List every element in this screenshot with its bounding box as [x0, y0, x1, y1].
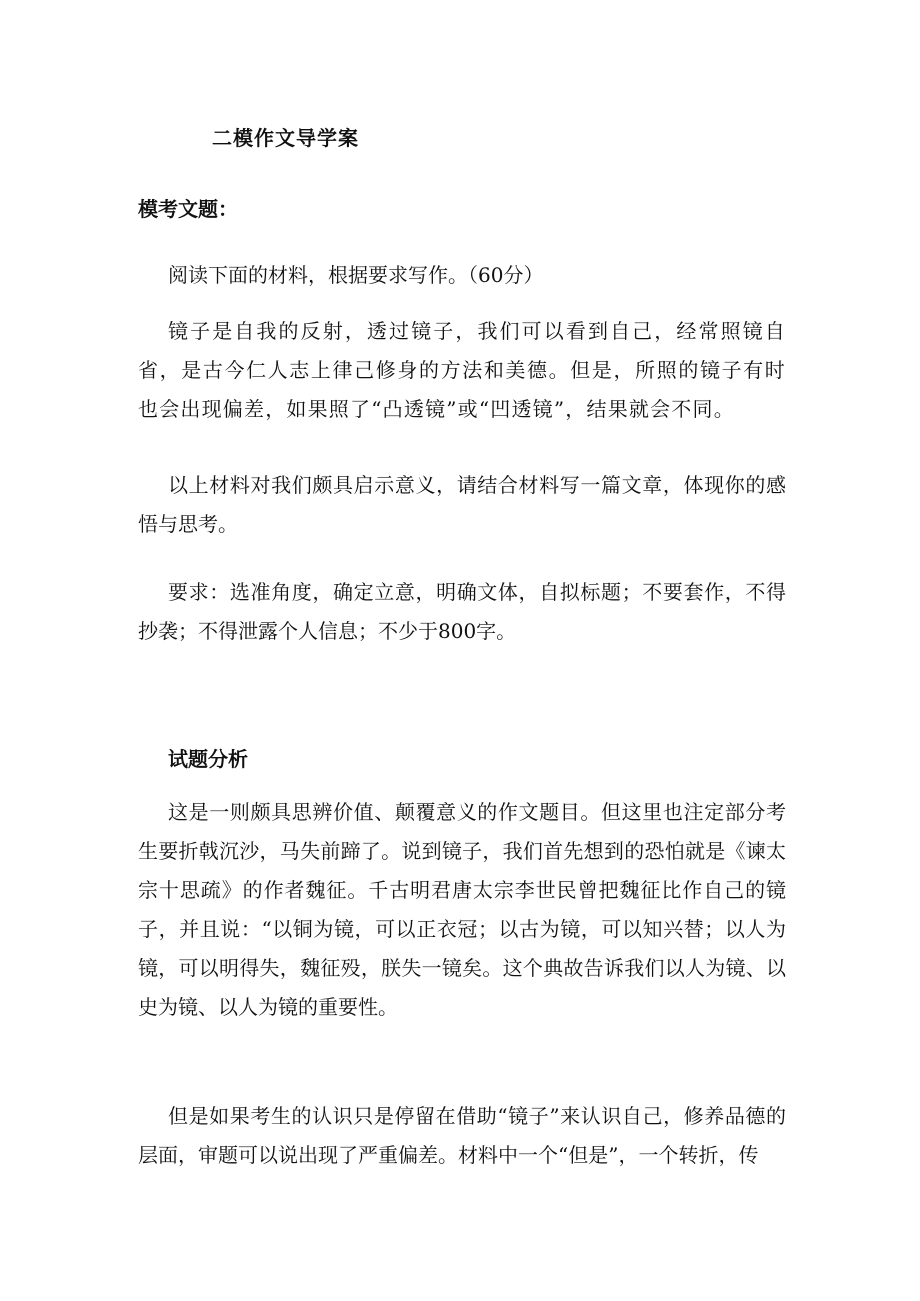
exam-prompt-heading: 模考文题：: [138, 197, 238, 221]
document-title: 二模作文导学案: [212, 126, 359, 150]
prompt-material: 镜子是自我的反射，透过镜子，我们可以看到自己，经常照镜自省，是古今仁人志上律己修身的方法和美德。但是，所照的镜子有时也会出现偏差，如果照了“凸透镜”或“凹透镜”，结果就会不同。: [138, 319, 786, 421]
prompt-task: 以上材料对我们颇具启示意义，请结合材料写一篇文章，体现你的感悟与思考。: [138, 473, 786, 536]
analysis-paragraph-2: 但是如果考生的认识只是停留在借助“镜子”来认识自己，修养品德的层面，审题可以说出现了严重偏差。材料中一个“但是”，一个转折，传: [138, 1104, 786, 1167]
analysis-heading: 试题分析: [168, 747, 248, 771]
analysis-paragraph-1: 这是一则颇具思辨价值、颠覆意义的作文题目。但这里也注定部分考生要折戟沉沙，马失前蹄了。说到镜子，我们首先想到的恐怕就是《谏太宗十思疏》的作者魏征。千古明君唐太宗李世民曾把魏征比作自己的镜子，并且说：“以铜为镜，可以正衣冠；以古为镜，可以知兴替；以人为镜，可以明得失，魏征殁，朕失一镜矣。这个典故告诉我们以人为镜、以史为镜、以人为镜的重要性。: [138, 800, 786, 1019]
prompt-requirements: 要求：选准角度，确定立意，明确文体，自拟标题；不要套作，不得抄袭；不得泄露个人信息；不少于800字。: [138, 580, 786, 643]
prompt-intro: 阅读下面的材料，根据要求写作。（60分）: [168, 263, 544, 287]
